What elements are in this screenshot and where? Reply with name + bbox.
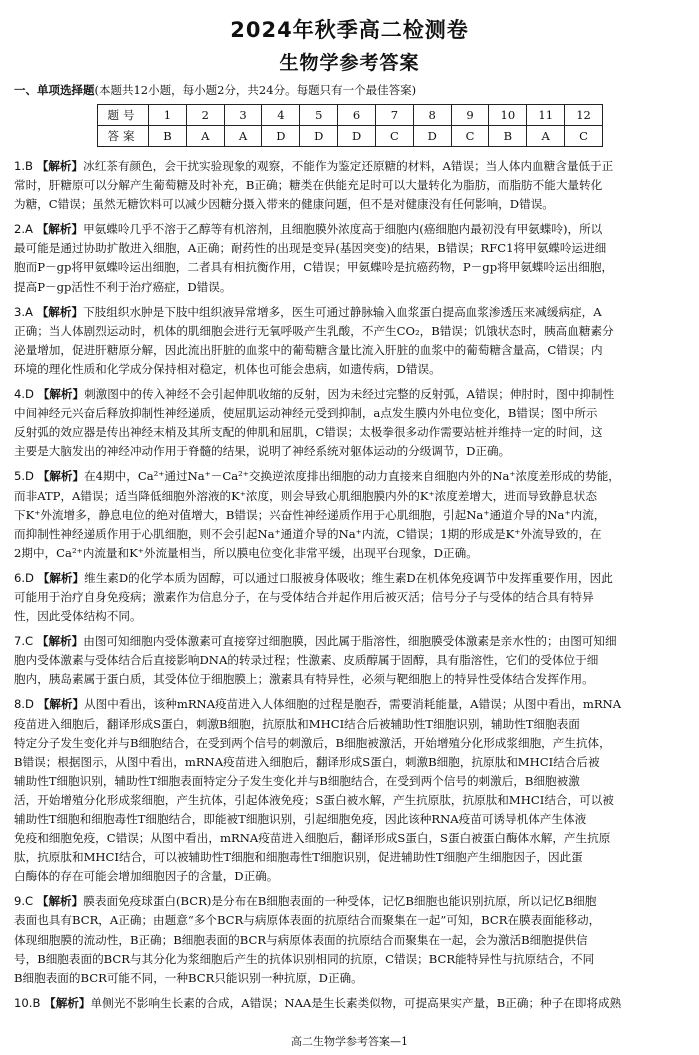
analysis-tag: 【解析】 xyxy=(37,469,85,484)
explanation-text: 胞而P－gp将甲氨蝶呤运出细胞，二者具有相抗衡作用，C错误；甲氨蝶呤是抗癌药物，P－gp将甲氨蝶呤运出细胞， xyxy=(14,260,614,275)
explanation-item xyxy=(14,303,685,379)
question-answer-number: 2.A xyxy=(14,222,33,237)
question-answer-number: 1.B xyxy=(14,159,34,173)
explanation-text: 刺激图中的传入神经不会引起伸肌收缩的反射，因为未经过完整的反射弧，A错误；伸肘时，图中抑制性 xyxy=(84,387,615,402)
question-number-cell: 2 xyxy=(186,105,224,126)
explanation-item xyxy=(14,385,685,461)
explanation-line xyxy=(14,670,685,689)
explanation-text: B错误；根据图示，从图中看出，mRNA疫苗进入细胞后，翻译形成S蛋白，刺激B细胞，抗原肽和MHCⅠ结合后被 xyxy=(14,754,600,769)
answer-cell: D xyxy=(413,126,451,147)
analysis-tag: 【解析】 xyxy=(36,222,84,237)
explanation-line xyxy=(14,322,685,341)
answer-cell: A xyxy=(527,126,565,147)
answer-cell: B xyxy=(149,126,187,147)
explanation-line xyxy=(14,423,685,442)
explanation-item xyxy=(14,994,685,1013)
explanation-text: 维生素D的化学本质为固醇，可以通过口服被身体吸收；维生素D在机体免疫调节中发挥重要作用，因此 xyxy=(84,570,613,585)
exam-title: 2024年秋季高二检测卷 xyxy=(230,18,469,42)
explanation-item xyxy=(14,467,685,562)
analysis-tag: 【解析】 xyxy=(44,995,91,1010)
answer-cell: D xyxy=(338,126,376,147)
answer-cell: C xyxy=(451,126,489,147)
explanation-line xyxy=(14,385,685,404)
question-number-cell: 11 xyxy=(527,105,565,126)
explanation-text: 主要是大脑发出的神经冲动作用于脊髓的结果，说明了神经系统对躯体运动的分级调节，D正确。 xyxy=(14,444,511,459)
explanation-item xyxy=(14,569,685,626)
explanation-text: 特定分子发生变化并与B细胞结合，在受到两个信号的刺激后，B细胞被激活，开始增殖分化形成浆细胞，产生抗体， xyxy=(14,735,611,750)
question-answer-number: 7.C xyxy=(14,634,34,649)
answer-cell: A xyxy=(186,126,224,147)
answer-table-number-row xyxy=(98,105,603,126)
explanation-text: 为糖，C错误；虽然无糖饮料可以减少因糖分摄入带来的健康问题，但不是对健康没有任何影响，D错误。 xyxy=(14,197,554,212)
question-number-cell: 6 xyxy=(338,105,376,126)
question-number-cell: 12 xyxy=(565,105,603,126)
explanation-item xyxy=(14,632,685,689)
analysis-tag: 【解析】 xyxy=(37,570,85,585)
explanation-text: 2期中，Ca²⁺内流量和K⁺外流量相当，所以膜电位变化非常平缓，出现平台现象，D正确。 xyxy=(14,545,478,560)
explanation-text: 辅助性T细胞和细胞毒性T细胞结合，即能被T细胞识别，引起细胞免疫，因此该种RNA疫苗可诱导机体产生体液 xyxy=(14,812,587,826)
answer-cell: B xyxy=(489,126,527,147)
question-answer-number: 4.D xyxy=(14,387,34,402)
explanation-text: 白酶体的存在可能会增加细胞因子的含量，D正确。 xyxy=(14,869,279,884)
explanation-text: 从图中看出，该种mRNA疫苗进入人体细胞的过程是胞吞，需要消耗能量，A错误；从图中看出，mRNA xyxy=(84,697,622,712)
explanation-line xyxy=(14,969,685,988)
document-subtitle: 生物学参考答案 xyxy=(279,52,420,74)
explanation-text: B细胞表面的BCR可能不同，一种BCR只能识别一种抗原，D正确。 xyxy=(14,970,363,985)
explanation-line xyxy=(14,753,685,772)
analysis-tag: 【解析】 xyxy=(36,634,84,649)
question-number-cell: 5 xyxy=(300,105,338,126)
explanation-line xyxy=(14,911,685,930)
explanation-text: 反射弧的效应器是传出神经末梢及其所支配的伸肌和屈肌，C错误；太极拳很多动作需要站桩并维持一定的时间，这 xyxy=(14,425,603,440)
explanation-line xyxy=(14,467,685,486)
explanation-text: 表面也具有BCR，A正确；由题意“多个BCR与病原体表面的抗原结合而聚集在一起”可知，BCR在膜表面能移动， xyxy=(14,913,601,928)
explanation-line xyxy=(14,829,685,848)
explanation-text: 常时，肝糖原可以分解产生葡萄糖及时补充，B正确；糖类在供能充足时可以大量转化为脂肪，而脂肪不能大量转化 xyxy=(14,178,603,193)
explanation-line xyxy=(14,157,685,176)
explanation-line xyxy=(14,278,685,297)
question-answer-number: 5.D xyxy=(14,469,34,484)
explanation-line xyxy=(14,607,685,626)
explanation-text: 下K⁺外流增多，静息电位的绝对值增大，B错误；兴奋性神经递质作用于心肌细胞，引起Na⁺通道介导的Na⁺内流， xyxy=(14,507,606,522)
explanation-line xyxy=(14,892,685,911)
analysis-tag: 【解析】 xyxy=(36,894,84,909)
explanation-item xyxy=(14,157,685,214)
question-number-cell: 9 xyxy=(451,105,489,126)
question-number-cell: 1 xyxy=(149,105,187,126)
explanation-text: 辅助性T细胞识别，辅助性T细胞表面特定分子发生变化并与B细胞结合，在受到两个信号的刺激后，B细胞被激 xyxy=(14,773,580,788)
explanation-item xyxy=(14,220,685,296)
question-answer-number: 9.C xyxy=(14,894,34,909)
explanation-line xyxy=(14,715,685,734)
answer-table-answer-label: 答案 xyxy=(98,126,149,147)
question-answer-number: 10.B xyxy=(14,995,41,1010)
explanation-text: 膜表面免疫球蛋白(BCR)是分布在B细胞表面的一种受体，记忆B细胞也能识别抗原，所以记忆B细胞 xyxy=(83,894,597,909)
page-footer: 高二生物学参考答案—1 xyxy=(291,1035,408,1048)
explanation-line xyxy=(14,220,685,239)
explanation-line xyxy=(14,867,685,886)
section-heading xyxy=(14,83,685,97)
explanation-line xyxy=(14,810,685,829)
explanation-text: 提高P－gp活性不利于治疗癌症，D错误。 xyxy=(14,279,232,294)
explanation-line xyxy=(14,651,685,670)
answer-table-answer-row xyxy=(98,126,603,147)
question-answer-number: 6.D xyxy=(14,570,34,585)
answer-cell: C xyxy=(565,126,603,147)
explanation-line xyxy=(14,360,685,379)
explanation-line xyxy=(14,734,685,753)
explanation-line xyxy=(14,442,685,461)
answer-cell: C xyxy=(375,126,413,147)
answer-cell: D xyxy=(262,126,300,147)
explanation-text: 性，因此受体结构不同。 xyxy=(14,609,142,624)
explanation-text: 体现细胞膜的流动性，B正确；B细胞表面的BCR与病原体表面的抗原结合而聚集在一起，会为激活B细胞提供信 xyxy=(14,932,588,947)
explanation-line xyxy=(14,950,685,969)
explanation-line xyxy=(14,695,685,714)
explanation-text: 最可能是通过协助扩散进入细胞，A正确；耐药性的出现是变异(基因突变)的结果，B错误；RFC1将甲氨蝶呤运进细 xyxy=(14,241,607,256)
analysis-tag: 【解析】 xyxy=(36,159,84,173)
explanation-text: 在4期中，Ca²⁺通过Na⁺－Ca²⁺交换逆浓度排出细胞的动力直接来自细胞内外的Na⁺浓度差形成的势能， xyxy=(84,469,620,484)
explanation-line xyxy=(14,772,685,791)
explanation-text: 下肢组织水肿是下肢中组织液异常增多，医生可通过静脉输入血浆蛋白提高血浆渗透压来减缓病症，A xyxy=(83,304,602,319)
explanation-text: 胞内受体激素与受体结合后直接影响DNA的转录过程；性激素、皮质醇属于固醇，具有脂溶性，它们的受体位于细 xyxy=(14,653,599,668)
explanation-line xyxy=(14,791,685,810)
explanation-text: 可能用于治疗自身免疫病；激素作为信息分子，在与受体结合并起作用后被灭活；信号分子与受体的结合具有特异 xyxy=(14,589,594,604)
explanation-line xyxy=(14,525,685,544)
explanation-text: 活，开始增殖分化形成浆细胞，产生抗体，引起体液免疫；S蛋白被水解，产生抗原肽，抗原肽和MHCⅠ结合，可以被 xyxy=(14,792,614,807)
explanation-line xyxy=(14,994,685,1013)
question-number-cell: 3 xyxy=(224,105,262,126)
explanation-line xyxy=(14,176,685,195)
explanation-text: 正确；当人体剧烈运动时，机体的肌细胞会进行无氧呼吸产生乳酸，不产生CO₂，B错误；饥饿状态时，胰高血糖素分 xyxy=(14,323,614,338)
explanation-line xyxy=(14,848,685,867)
explanation-text: 肽，抗原肽和MHCⅠ结合，可以被辅助性T细胞和细胞毒性T细胞识别，促进辅助性T细胞产生细胞因子，因此蛋 xyxy=(14,850,583,865)
question-number-cell: 7 xyxy=(375,105,413,126)
explanation-item xyxy=(14,695,685,886)
explanation-text: 甲氨蝶呤几乎不溶于乙醇等有机溶剂，且细胞膜外浓度高于细胞内(癌细胞内最初没有甲氨蝶呤)，所以 xyxy=(83,222,603,237)
explanations-list xyxy=(14,157,685,1019)
explanation-text: 胞内，胰岛素属于蛋白质，其受体位于细胞膜上；激素具有特异性，必须与靶细胞上的特异性受体结合发挥作用。 xyxy=(14,672,594,687)
explanation-line xyxy=(14,569,685,588)
explanation-text: 号，B细胞表面的BCR与其分化为浆细胞后产生的抗体识别相同的抗原，C错误；BCR能特异性与抗原结合，不同 xyxy=(14,951,595,966)
explanation-line xyxy=(14,588,685,607)
explanation-text: 由图可知细胞内受体激素可直接穿过细胞膜，因此属于脂溶性，细胞膜受体激素是亲水性的；由图可知细 xyxy=(83,634,617,649)
explanation-text: 冰红茶有颜色，会干扰实验现象的观察，不能作为鉴定还原糖的材料，A错误；当人体内血糖含量低于正 xyxy=(83,159,614,173)
question-number-cell: 10 xyxy=(489,105,527,126)
question-number-cell: 8 xyxy=(413,105,451,126)
explanation-line xyxy=(14,303,685,322)
explanation-line xyxy=(14,341,685,360)
answer-cell: A xyxy=(224,126,262,147)
answer-cell: D xyxy=(300,126,338,147)
section-heading-note: (本题共12小题，每小题2分，共24分。每题只有一个最佳答案) xyxy=(94,83,417,97)
explanation-line xyxy=(14,931,685,950)
explanation-line xyxy=(14,195,685,214)
explanation-line xyxy=(14,632,685,651)
explanation-line xyxy=(14,506,685,525)
explanation-line xyxy=(14,544,685,563)
analysis-tag: 【解析】 xyxy=(36,304,84,319)
explanation-line xyxy=(14,487,685,506)
explanation-text: 环境的理化性质和化学成分保持相对稳定，机体也可能会患病，如遗传病，D错误。 xyxy=(14,361,441,376)
explanation-text: 疫苗进入细胞后，翻译形成S蛋白，刺激B细胞，抗原肽和MHCⅠ结合后被辅助性T细胞识别，辅助性T细胞表面 xyxy=(14,716,580,731)
explanation-line xyxy=(14,258,685,277)
explanation-text: 单侧光不影响生长素的合成，A错误；NAA是生长素类似物，可提高果实产量，B正确；种子在即将成熟 xyxy=(90,995,622,1010)
analysis-tag: 【解析】 xyxy=(37,387,85,402)
explanation-text: 中间神经元兴奋后释放抑制性神经递质，使屈肌运动神经元受到抑制，a点发生膜内外电位变化，B错误；图中所示 xyxy=(14,406,598,421)
explanation-line xyxy=(14,239,685,258)
question-answer-number: 3.A xyxy=(14,304,33,319)
explanation-text: 免疫和细胞免疫，C错误；从图中看出，mRNA疫苗进入细胞后，翻译形成S蛋白，S蛋白被蛋白酶体水解，产生抗原 xyxy=(14,831,611,846)
question-number-cell: 4 xyxy=(262,105,300,126)
explanation-line xyxy=(14,404,685,423)
explanation-text: 而抑制性神经递质作用于心肌细胞，则不会引起Na⁺通道介导的Na⁺内流，C错误；1期的形成是K⁺外流导致的，在 xyxy=(14,526,602,541)
analysis-tag: 【解析】 xyxy=(37,697,85,712)
answer-table-number-label: 题号 xyxy=(98,105,149,126)
section-heading-label: 一、单项选择题 xyxy=(14,83,95,97)
explanation-text: 泌量增加，促进肝糖原分解，因此流出肝脏的血浆中的葡萄糖含量比流入肝脏的血浆中的葡萄糖含量高，C错误；内 xyxy=(14,342,603,357)
answer-table xyxy=(97,104,603,147)
question-answer-number: 8.D xyxy=(14,697,34,712)
explanation-item xyxy=(14,892,685,987)
explanation-text: 而非ATP，A错误；适当降低细胞外溶液的K⁺浓度，则会导致心肌细胞膜内外的K⁺浓度差增大，进而导致静息状态 xyxy=(14,488,597,503)
